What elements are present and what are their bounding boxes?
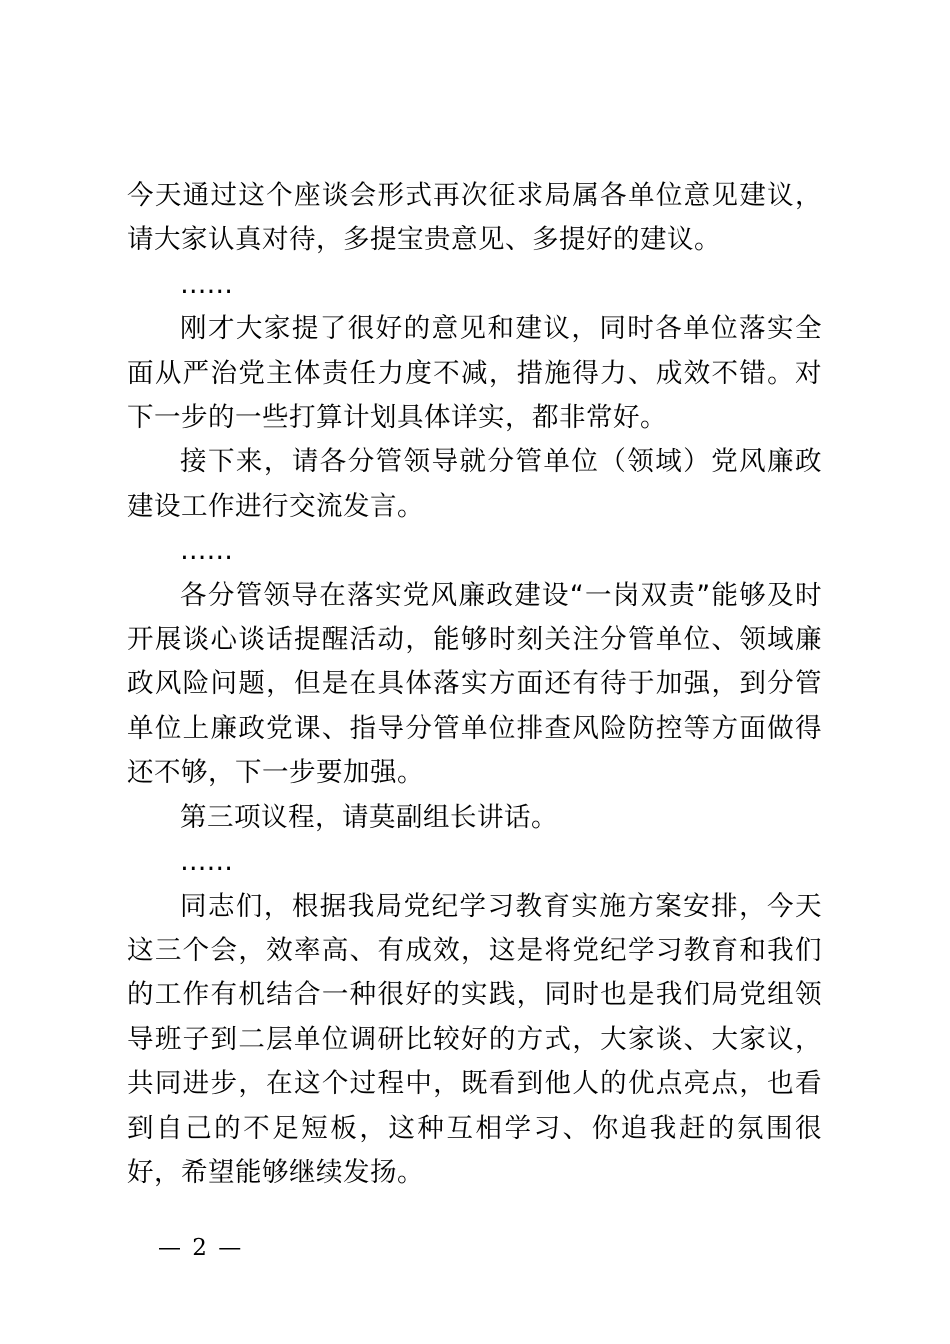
paragraph-3: 接下来，请各分管领导就分管单位（领域）党风廉政建设工作进行交流发言。 [127,446,822,522]
ellipsis-3: …… [180,846,233,878]
paragraph-6: 同志们，根据我局党纪学习教育实施方案安排，今天这三个会，效率高、有成效，这是将党纪学习教育和我们的工作有机结合一种很好的实践，同时也是我们局党组领导班子到二层单位调研比较好的方式，大家谈、大家议，共同进步，在这个过程中，既看到他人的优点亮点，也看到自己的不足短板，这种互相学习、你追我赶的氛围很好，希望能够继续发扬。 [127,890,822,1188]
paragraph-4: 各分管领导在落实党风廉政建设“一岗双责”能够及时开展谈心谈话提醒活动，能够时刻关注分管单位、领域廉政风险问题，但是在具体落实方面还有待于加强，到分管单位上廉政党课、指导分管单位排查风险防控等方面做得还不够，下一步要加强。 [127,579,822,789]
document-body [127,174,822,1195]
ellipsis-2: …… [180,535,233,567]
ellipsis-1: …… [180,268,233,300]
page-number: — 2 — [158,1235,244,1261]
paragraph-1: 今天通过这个座谈会形式再次征求局属各单位意见建议，请大家认真对待，多提宝贵意见、多提好的建议。 [127,180,822,256]
paragraph-5: 第三项议程，请莫副组长讲话。 [180,801,558,833]
paragraph-2: 刚才大家提了很好的意见和建议，同时各单位落实全面从严治党主体责任力度不减，措施得力、成效不错。对下一步的一些打算计划具体详实，都非常好。 [127,313,822,434]
